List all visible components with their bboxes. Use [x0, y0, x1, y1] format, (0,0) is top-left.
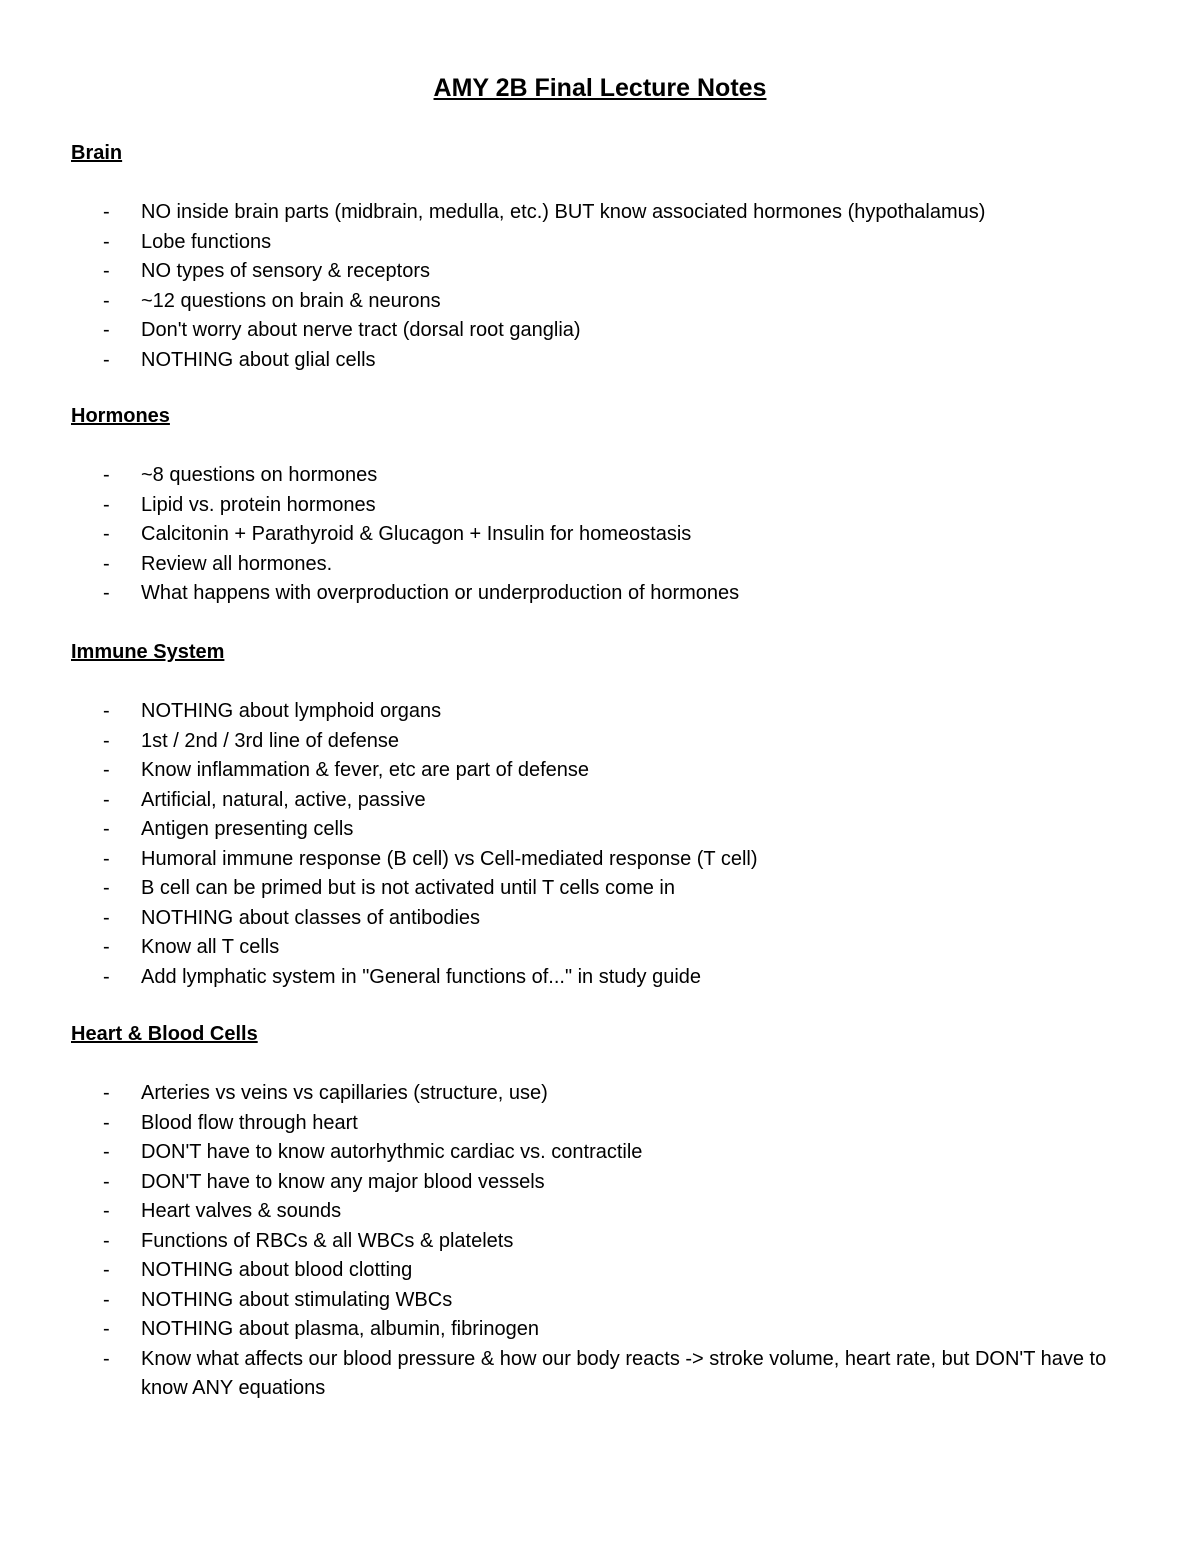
bullet-dash: - [103, 759, 110, 781]
bullet-dash: - [103, 260, 110, 282]
bullet-dash: - [103, 230, 110, 253]
list-item [71, 1345, 1131, 1404]
bullet-dash: - [103, 1318, 110, 1340]
list-item-text: Heart valves & sounds [141, 1200, 342, 1222]
bullet-dash: - [103, 1170, 110, 1193]
bullet-dash: - [103, 700, 110, 722]
list-item [71, 1197, 1131, 1227]
list-item [71, 198, 1131, 228]
list-item-text: Artificial, natural, active, passive [141, 788, 426, 811]
bullet-dash: - [103, 847, 110, 870]
bullet-dash: - [103, 1259, 110, 1281]
bullet-dash: - [103, 1288, 110, 1311]
list-item [71, 963, 1131, 993]
section-heading: Hormones [71, 405, 170, 427]
bullet-dash: - [103, 877, 110, 899]
list-item-text: Blood flow through heart [141, 1111, 358, 1134]
list-item-text: Arteries vs veins vs capillaries (structure, use) [141, 1082, 548, 1104]
list-item-text: ~8 questions on hormones [141, 464, 378, 486]
list-item [71, 756, 1131, 786]
list-item-text: Don't worry about nerve tract (dorsal root ganglia) [141, 319, 581, 341]
list-item-text: NOTHING about classes of antibodies [141, 906, 481, 929]
list-item [71, 815, 1131, 845]
list-item [71, 550, 1131, 580]
bullet-dash: - [103, 1347, 110, 1370]
bullet-dash: - [103, 493, 110, 516]
list-item [71, 1109, 1131, 1139]
bullet-dash: - [103, 319, 110, 341]
list-item [71, 579, 1131, 609]
list-item-text: What happens with overproduction or underproduction of hormones [141, 582, 740, 604]
list-item [71, 727, 1131, 757]
bullet-dash: - [103, 936, 110, 958]
list-item-text: Know all T cells [141, 936, 280, 958]
bullet-list [71, 461, 1131, 609]
bullet-dash: - [103, 523, 110, 545]
list-item [71, 786, 1131, 816]
list-item-text: DON'T have to know any major blood vessels [141, 1170, 545, 1193]
list-item [71, 228, 1131, 258]
list-item-text: Know what affects our blood pressure & how our body reacts -> stroke volume, heart rate, but DON'T have to know ANY equations [141, 1347, 1107, 1399]
bullet-list [71, 1079, 1131, 1404]
bullet-dash: - [103, 906, 110, 929]
bullet-dash: - [103, 965, 110, 988]
list-item-text: NO types of sensory & receptors [141, 260, 431, 282]
list-item [71, 287, 1131, 317]
bullet-dash: - [103, 289, 110, 312]
list-item-text: Lobe functions [141, 230, 272, 253]
bullet-dash: - [103, 729, 110, 752]
bullet-dash: - [103, 1082, 110, 1104]
bullet-dash: - [103, 818, 110, 840]
bullet-list [71, 198, 1131, 375]
list-item [71, 1138, 1131, 1168]
list-item [71, 520, 1131, 550]
list-item [71, 1227, 1131, 1257]
list-item-text: ~12 questions on brain & neurons [141, 289, 441, 312]
bullet-dash: - [103, 1141, 110, 1163]
bullet-dash: - [103, 1229, 110, 1252]
list-item-text: Add lymphatic system in "General functions of..." in study guide [141, 965, 702, 988]
list-item-text: NOTHING about glial cells [141, 348, 376, 371]
list-item [71, 845, 1131, 875]
section-immune-system [71, 639, 1131, 992]
section-heading: Immune System [71, 641, 225, 663]
bullet-dash: - [103, 464, 110, 486]
list-item [71, 904, 1131, 934]
list-item [71, 316, 1131, 346]
list-item-text: Know inflammation & fever, etc are part of defense [141, 759, 590, 781]
list-item-text: Functions of RBCs & all WBCs & platelets [141, 1229, 514, 1252]
list-item-text: Review all hormones. [141, 552, 333, 575]
list-item [71, 1079, 1131, 1109]
section-heading: Heart & Blood Cells [71, 1023, 258, 1045]
list-item [71, 1315, 1131, 1345]
bullet-dash: - [103, 1200, 110, 1222]
bullet-dash: - [103, 348, 110, 371]
list-item [71, 874, 1131, 904]
list-item-text: Antigen presenting cells [141, 818, 354, 840]
list-item [71, 1256, 1131, 1286]
list-item-text: DON'T have to know autorhythmic cardiac vs. contractile [141, 1141, 643, 1163]
bullet-list [71, 697, 1131, 992]
bullet-dash: - [103, 552, 110, 575]
section-brain [71, 140, 1131, 375]
list-item [71, 697, 1131, 727]
list-item-text: NOTHING about blood clotting [141, 1259, 413, 1281]
list-item-text: B cell can be primed but is not activated until T cells come in [141, 877, 675, 899]
list-item [71, 461, 1131, 491]
list-item [71, 1286, 1131, 1316]
section-heading: Brain [71, 142, 123, 164]
bullet-dash: - [103, 582, 110, 604]
list-item-text: NOTHING about plasma, albumin, fibrinogen [141, 1318, 539, 1340]
list-item-text: Lipid vs. protein hormones [141, 493, 376, 516]
bullet-dash: - [103, 788, 110, 811]
list-item [71, 491, 1131, 521]
list-item [71, 346, 1131, 376]
bullet-dash: - [103, 1111, 110, 1134]
list-item [71, 933, 1131, 963]
list-item-text: NO inside brain parts (midbrain, medulla, etc.) BUT know associated hormones (hypothalamus) [141, 201, 986, 223]
section-heart-blood-cells [71, 1021, 1131, 1404]
section-hormones [71, 403, 1131, 609]
list-item-text: NOTHING about lymphoid organs [141, 700, 442, 722]
list-item-text: 1st / 2nd / 3rd line of defense [141, 729, 399, 752]
list-item-text: Calcitonin + Parathyroid & Glucagon + Insulin for homeostasis [141, 523, 692, 545]
list-item-text: NOTHING about stimulating WBCs [141, 1288, 453, 1311]
list-item [71, 257, 1131, 287]
list-item-text: Humoral immune response (B cell) vs Cell-mediated response (T cell) [141, 847, 758, 870]
list-item [71, 1168, 1131, 1198]
bullet-dash: - [103, 201, 110, 223]
document-title: AMY 2B Final Lecture Notes [433, 74, 767, 102]
